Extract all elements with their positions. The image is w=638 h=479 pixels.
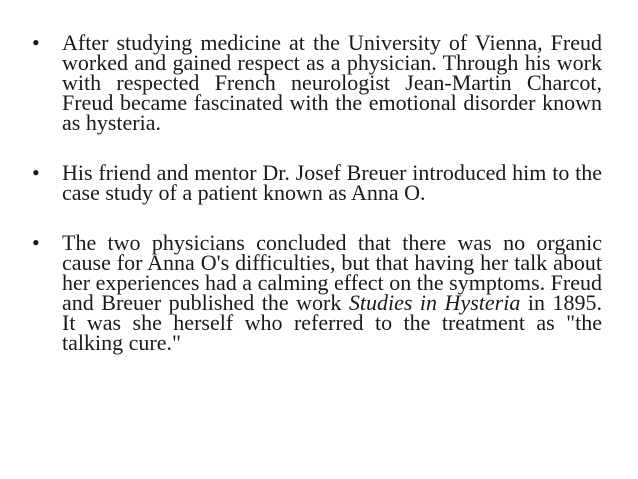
bullet-text bbox=[62, 230, 602, 355]
bullet-marker: • bbox=[32, 160, 40, 185]
bullet-item-2 bbox=[32, 160, 602, 205]
bullet-text-part: The two physicians concluded that there was no organic cause for Anna O's difficulties, but that having her talk about her experiences had a calming effect on the symptoms. Freud and Breuer published the work bbox=[62, 230, 602, 315]
bullet-text: After studying medicine at the University of Vienna, Freud worked and gained respect as a physician. Through his work with respected French neurologist Jean-Martin Charcot, Freud became fascinated with the emotional disorder known as hysteria. bbox=[62, 30, 602, 135]
bullet-item-3 bbox=[32, 230, 602, 355]
book-title: Studies in Hysteria bbox=[348, 290, 521, 315]
bullet-text-part: in 1895. It was she herself who referred to the treatment as "the talking cure." bbox=[62, 290, 602, 355]
bullet-marker: • bbox=[32, 30, 40, 55]
bullet-text: His friend and mentor Dr. Josef Breuer introduced him to the case study of a patient known as Anna O. bbox=[62, 160, 602, 205]
bullet-item-1 bbox=[32, 30, 602, 135]
bullet-marker: • bbox=[32, 230, 40, 255]
bullet-list bbox=[32, 30, 602, 355]
